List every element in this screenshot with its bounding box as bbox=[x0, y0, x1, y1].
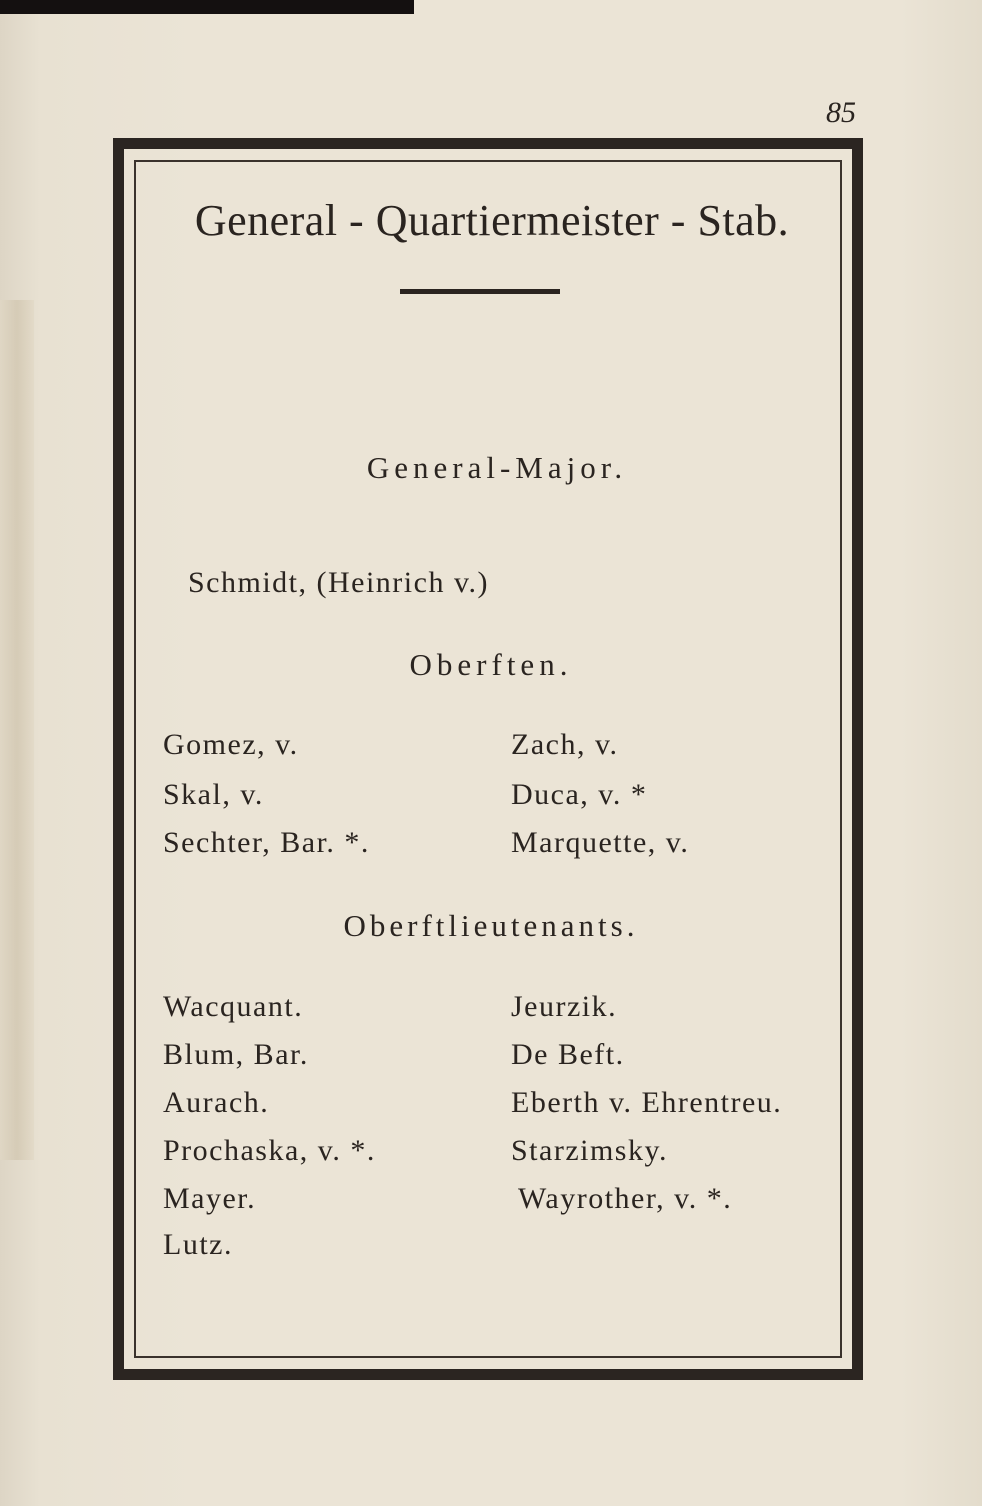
entry-oberst-right: Zach, v. bbox=[511, 728, 619, 761]
entry-oberstlieutenant-right: De Beft. bbox=[511, 1038, 625, 1071]
entry-oberstlieutenant-right: Wayrother, v. *. bbox=[518, 1182, 733, 1215]
entry-oberstlieutenant-left: Wacquant. bbox=[163, 990, 304, 1023]
heading-obersten: Oberften. bbox=[409, 647, 573, 682]
heading-general-major: General-Major. bbox=[366, 450, 628, 485]
entry-oberstlieutenant-right: Jeurzik. bbox=[511, 990, 618, 1023]
entry-oberst-left: Skal, v. bbox=[163, 778, 264, 811]
entry-oberst-right: Marquette, v. bbox=[511, 826, 690, 859]
entry-oberst-right: Duca, v. * bbox=[511, 778, 648, 811]
entry-oberstlieutenant-left: Blum, Bar. bbox=[163, 1038, 309, 1071]
entry-oberst-left: Sechter, Bar. *. bbox=[163, 826, 370, 859]
scan-edge-bar bbox=[0, 0, 414, 14]
title-rule bbox=[400, 289, 560, 294]
page-gutter bbox=[0, 300, 34, 1160]
entry-oberstlieutenant-left: Aurach. bbox=[163, 1086, 270, 1119]
entry-oberstlieutenant-left: Lutz. bbox=[163, 1228, 233, 1261]
entry-oberstlieutenant-right: Starzimsky. bbox=[511, 1134, 669, 1167]
heading-oberstlieutenants: Oberftlieutenants. bbox=[343, 908, 639, 943]
page-number: 85 bbox=[826, 96, 856, 129]
page-title: General - Quartiermeister - Stab. bbox=[194, 196, 790, 245]
entry-oberst-left: Gomez, v. bbox=[163, 728, 299, 761]
entry-oberstlieutenant-left: Prochaska, v. *. bbox=[163, 1134, 376, 1167]
entry-oberstlieutenant-left: Mayer. bbox=[163, 1182, 257, 1215]
entry-oberstlieutenant-right: Eberth v. Ehrentreu. bbox=[511, 1086, 783, 1119]
entry-general-major: Schmidt, (Heinrich v.) bbox=[188, 566, 489, 599]
